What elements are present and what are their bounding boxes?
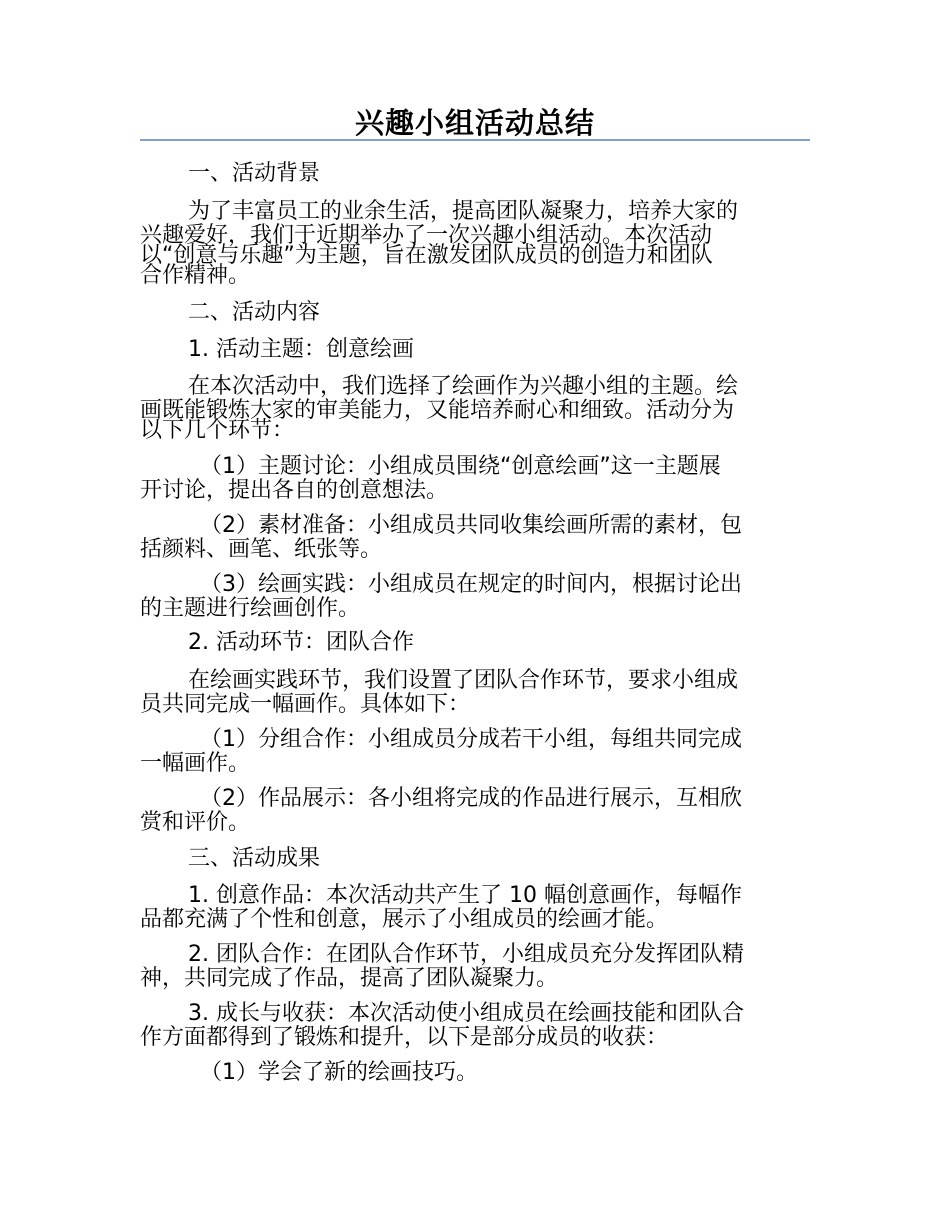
list-item	[140, 786, 810, 835]
text-line: （1）学会了新的绘画技巧。	[200, 1060, 478, 1085]
paragraph	[140, 942, 810, 991]
text-line: 在绘画实践环节，我们设置了团队合作环节，要求小组成	[188, 668, 739, 693]
paragraph	[140, 374, 810, 443]
text-line: 以下几个环节：	[140, 418, 295, 443]
text-line: 品都充满了个性和创意，展示了小组成员的绘画才能。	[140, 907, 669, 932]
text-line: 2. 团队合作：在团队合作环节，小组成员充分发挥团队精	[188, 942, 744, 967]
section-heading	[140, 163, 810, 187]
subheading	[140, 339, 810, 363]
text-line: 以“创意与乐趣”为主题，旨在激发团队成员的创造力和团队	[140, 243, 713, 268]
paragraph	[140, 1001, 810, 1050]
list-item	[140, 727, 810, 776]
paragraph	[140, 199, 810, 288]
text-line: （3）绘画实践：小组成员在规定的时间内，根据讨论出	[200, 572, 742, 597]
list-item	[140, 454, 810, 503]
list-item	[140, 572, 810, 621]
text-line: 一幅画作。	[140, 751, 251, 776]
text-line: 赏和评价。	[140, 810, 251, 835]
text-line: 2. 活动环节：团队合作	[188, 630, 414, 655]
list-item	[140, 513, 810, 562]
text-line: 在本次活动中，我们选择了绘画作为兴趣小组的主题。绘	[188, 374, 739, 399]
subheading	[140, 632, 810, 656]
section-heading	[140, 302, 810, 326]
text-line: （2）作品展示：各小组将完成的作品进行展示，互相欣	[200, 786, 742, 811]
text-line: （1）主题讨论：小组成员围绕“创意绘画”这一主题展	[200, 454, 721, 479]
text-line: 开讨论，提出各自的创意想法。	[140, 478, 449, 503]
text-line: 员共同完成一幅画作。具体如下：	[140, 692, 471, 717]
text-line: （2）素材准备：小组成员共同收集绘画所需的素材，包	[200, 513, 742, 538]
document-title: 兴趣小组活动总结	[354, 106, 595, 140]
text-line: 3. 成长与收获：本次活动使小组成员在绘画技能和团队合	[188, 1001, 744, 1026]
text-line: （1）分组合作：小组成员分成若干小组，每组共同完成	[200, 727, 742, 752]
text-line: 合作精神。	[140, 263, 251, 288]
text-line: 的主题进行绘画创作。	[140, 596, 361, 621]
text-line: 一、活动背景	[188, 161, 321, 186]
title-underline	[140, 139, 810, 141]
list-item	[140, 1062, 810, 1086]
text-line: 为了丰富员工的业余生活，提高团队凝聚力，培养大家的	[188, 199, 739, 224]
text-line: 神，共同完成了作品，提高了团队凝聚力。	[140, 966, 559, 991]
text-line: 二、活动内容	[188, 300, 321, 325]
text-line: 兴趣爱好，我们于近期举办了一次兴趣小组活动。本次活动	[140, 223, 713, 248]
text-line: 1. 创意作品：本次活动共产生了 10 幅创意画作，每幅作	[188, 883, 742, 908]
text-line: 1. 活动主题：创意绘画	[188, 337, 414, 362]
paragraph	[140, 883, 810, 932]
paragraph	[140, 668, 810, 717]
text-line: 作方面都得到了锻炼和提升，以下是部分成员的收获：	[140, 1025, 669, 1050]
section-heading	[140, 848, 810, 872]
text-line: 画既能锻炼大家的审美能力，又能培养耐心和细致。活动分为	[140, 398, 735, 423]
text-line: 三、活动成果	[188, 846, 321, 871]
text-line: 括颜料、画笔、纸张等。	[140, 537, 383, 562]
